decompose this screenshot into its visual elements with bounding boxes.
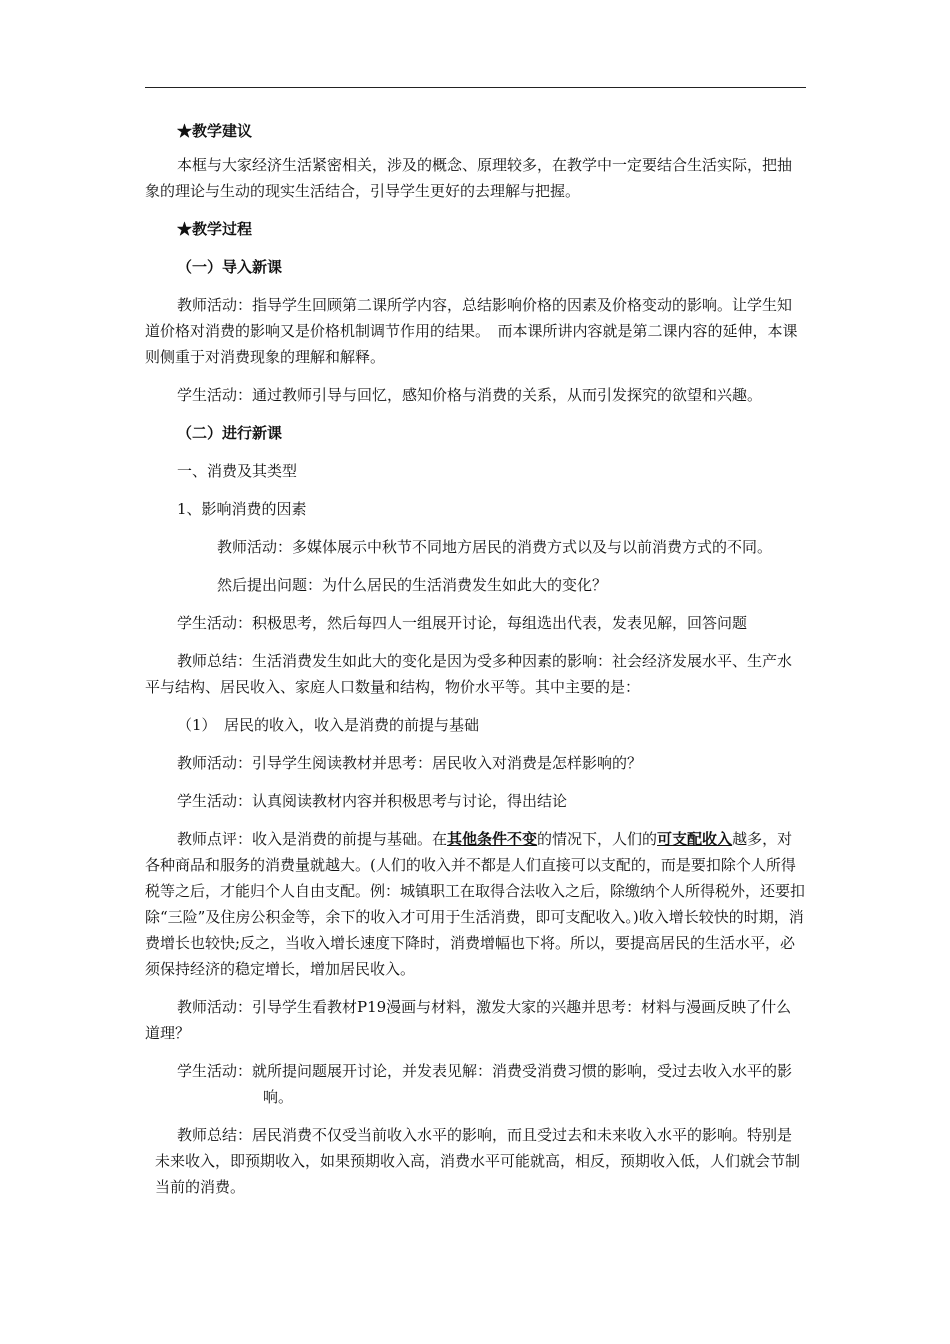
comment-text-b: 的情况下，人们的 xyxy=(537,830,658,848)
advice-heading: ★教学建议 xyxy=(177,122,253,140)
header-rule xyxy=(145,87,806,88)
intro-heading: （一）导入新课 xyxy=(177,258,283,276)
comment-text-c: 越多，对各种商品和服务的消费量就越大。(人们的收入并不都是人们直接可以支配的，而是要扣除个人所得税等之后，才能归个人自由支配。例：城镇职工在取得合法收入之后，除缴纳个人所得税外，还要扣除“三险”及住房公积金等，余下的收入才可用于生活消费，即可支配收入。)收入增长较快的时期，消费增长也较快;反之，当收入增长速度下降时，消费增幅也下将。所以，要提高居民的生活水平，必须保持经济的稳定增长，增加居民收入。 xyxy=(145,830,806,978)
comment-underlined-term-2: 可支配收入 xyxy=(657,830,733,848)
comic-teacher-paragraph: 教师活动：引导学生看教材P19漫画与材料，激发大家的兴趣并思考：材料与漫画反映了什么道理？ xyxy=(145,998,792,1042)
intro-teacher-paragraph: 教师活动：指导学生回顾第二课所学内容，总结影响价格的因素及价格变动的影响。让学生知道价格对消费的影响又是价格机制调节作用的结果。 而本课所讲内容就是第二课内容的延伸，本课则侧重于对消费现象的理解和解释。 xyxy=(145,296,798,366)
advice-paragraph: 本框与大家经济生活紧密相关，涉及的概念、原理较多，在教学中一定要结合生活实际，把抽象的理论与生动的现实生活结合，引导学生更好的去理解与把握。 xyxy=(145,156,793,200)
comment-text-a: 教师点评：收入是消费的前提与基础。在 xyxy=(177,830,448,848)
factor-question-paragraph: 然后提出问题：为什么居民的生活消费发生如此大的变化？ xyxy=(217,576,608,594)
intro-student-paragraph: 学生活动：通过教师引导与回忆，感知价格与消费的关系，从而引发探究的欲望和兴趣。 xyxy=(177,386,763,404)
comment-underlined-term-1: 其他条件不变 xyxy=(447,830,538,848)
factor-student-paragraph: 学生活动：积极思考，然后每四人一组展开讨论，每组选出代表，发表见解，回答问题 xyxy=(177,614,748,632)
document-body xyxy=(145,118,806,1200)
income-student-paragraph: 学生活动：认真阅读教材内容并积极思考与讨论，得出结论 xyxy=(177,792,568,810)
factor-teacher-paragraph: 教师活动：多媒体展示中秋节不同地方居民的消费方式以及与以前消费方式的不同。 xyxy=(217,538,773,556)
part-one-title: 一、消费及其类型 xyxy=(177,462,298,480)
new-lesson-heading: （二）进行新课 xyxy=(177,424,283,442)
income-teacher-paragraph: 教师活动：引导学生阅读教材并思考：居民收入对消费是怎样影响的？ xyxy=(177,754,643,772)
income-title: （1） 居民的收入，收入是消费的前提与基础 xyxy=(177,716,480,734)
final-summary-paragraph: 教师总结：居民消费不仅受当前收入水平的影响，而且受过去和未来收入水平的影响。特别是未来收入，即预期收入，如果预期收入高，消费水平可能就高，相反，预期收入低，人们就会节制当前的消费。 xyxy=(155,1126,801,1196)
income-comment-paragraph xyxy=(145,826,806,982)
factor-summary-paragraph: 教师总结：生活消费发生如此大的变化是因为受多种因素的影响：社会经济发展水平、生产水平与结构、居民收入、家庭人口数量和结构，物价水平等。其中主要的是： xyxy=(145,652,793,696)
process-heading: ★教学过程 xyxy=(177,220,253,238)
comic-student-paragraph: 学生活动：就所提问题展开讨论，并发表见解：消费受消费习惯的影响，受过去收入水平的影响。 xyxy=(177,1062,793,1106)
factor-title: 1、影响消费的因素 xyxy=(177,500,307,518)
